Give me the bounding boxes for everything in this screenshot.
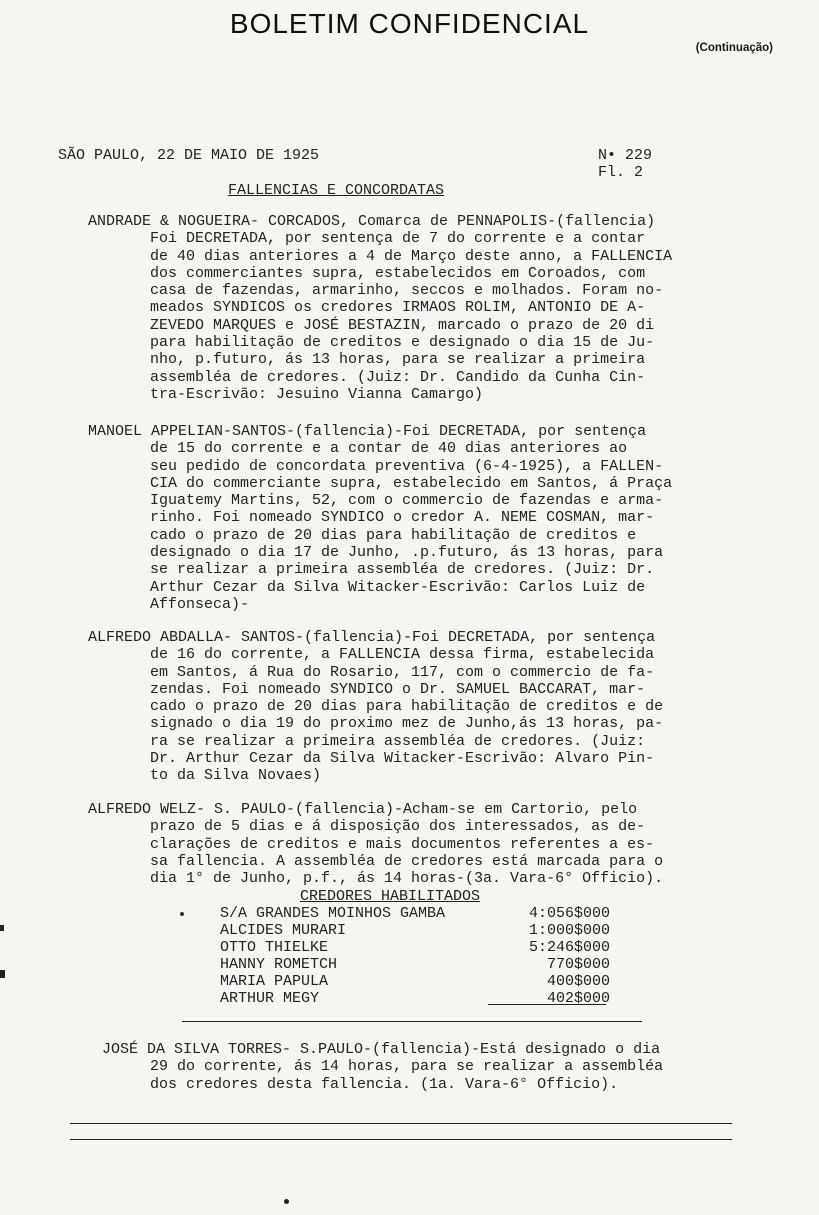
- footer-rule-bottom: [70, 1139, 732, 1140]
- entry-line: Arthur Cezar da Silva Witacker-Escrivão: Carlos Luiz de: [150, 578, 646, 596]
- entry-line: prazo de 5 dias e á disposição dos interessados, as de-: [150, 818, 646, 836]
- entry-line: Foi DECRETADA, por sentença de 7 do corrente e a contar: [150, 230, 646, 248]
- creditor-value: 1:000$000: [528, 922, 610, 939]
- footer-rule-top: [70, 1123, 732, 1124]
- entry-line: dia 1° de Junho, p.f., ás 14 horas-(3a. Vara-6° Officio).: [150, 870, 664, 888]
- entry-line: signado o dia 19 do proximo mez de Junho,ás 13 horas, pa-: [150, 715, 664, 733]
- entry-jose-da-silva-torres: [102, 1041, 752, 1093]
- entry-alfredo-abdalla: [88, 629, 738, 785]
- entry-line: tra-Escrivão: Jesuino Vianna Camargo): [150, 385, 484, 403]
- scan-mark: [284, 1199, 289, 1204]
- dateline: SÃO PAULO, 22 DE MAIO DE 1925: [58, 147, 320, 164]
- entry-line: ZEVEDO MARQUES e JOSÉ BESTAZIN, marcado o prazo de 20 di: [150, 316, 655, 334]
- creditor-name: ARTHUR MEGY: [220, 990, 320, 1007]
- masthead: [0, 8, 819, 40]
- entry-line: para habilitação de creditos e designado o dia 15 de Ju-: [150, 334, 655, 352]
- entry-line: se realizar a primeira assembléa de credores. (Juiz: Dr.: [150, 561, 655, 579]
- creditor-value: 402$000: [546, 990, 610, 1007]
- creditor-name: OTTO THIELKE: [220, 939, 329, 956]
- sheet-number: Fl. 2: [598, 164, 644, 181]
- entry-line: meados SYNDICOS os credores IRMAOS ROLIM, ANTONIO DE A-: [150, 299, 646, 317]
- scan-mark: [0, 925, 4, 931]
- entry-line: rinho. Foi nomeado SYNDICO o credor A. NEME COSMAN, mar-: [150, 509, 655, 527]
- entry-line: to da Silva Novaes): [150, 767, 322, 785]
- entry-line: de 16 do corrente, a FALLENCIA dessa firma, estabelecida: [150, 646, 655, 664]
- entry-line: ALFREDO ABDALLA- SANTOS-(fallencia)-Foi DECRETADA, por sentença: [88, 629, 656, 646]
- entry-andrade-nogueira: [88, 213, 738, 403]
- entry-line: zendas. Foi nomeado SYNDICO o Dr. SAMUEL BACCARAT, mar-: [150, 680, 646, 698]
- creditor-value: 5:246$000: [528, 939, 610, 956]
- entry-line: JOSÉ DA SILVA TORRES- S.PAULO-(fallencia)-Está designado o dia: [102, 1041, 661, 1058]
- entry-line: assembléa de credores. (Juiz: Dr. Candido da Cunha Cin-: [150, 368, 646, 386]
- entry-line: em Santos, á Rua do Rosario, 117, com o commercio de fa-: [150, 663, 655, 681]
- bullet-mark: [180, 912, 184, 916]
- entry-line: sa fallencia. A assembléa de credores está marcada para o: [150, 852, 664, 870]
- entry-line: seu pedido de concordata preventiva (6-4-1925), a FALLEN-: [150, 457, 664, 475]
- entry-line: Affonseca)-: [150, 595, 250, 613]
- creditor-name: HANNY ROMETCH: [220, 956, 338, 973]
- entry-line: Iguatemy Martins, 52, com o commercio de fazendas e arma-: [150, 492, 664, 510]
- entry-line: casa de fazendas, armarinho, seccos e molhados. Foram no-: [150, 282, 664, 300]
- entry-line: cado o prazo de 20 dias para habilitação de creditos e de: [150, 698, 664, 716]
- creditor-name: S/A GRANDES MOINHOS GAMBA: [220, 905, 446, 922]
- scan-mark: [0, 970, 5, 978]
- creditor-value: 770$000: [546, 956, 610, 973]
- entry-line: ANDRADE & NOGUEIRA- CORCADOS, Comarca de PENNAPOLIS-(fallencia): [88, 213, 656, 230]
- entry-line: clarações de creditos e mais documentos referentes a es-: [150, 835, 655, 853]
- entry-line: MANOEL APPELIAN-SANTOS-(fallencia)-Foi DECRETADA, por sentença: [88, 423, 647, 440]
- creditor-name: ALCIDES MURARI: [220, 922, 347, 939]
- issue-number-block: [598, 147, 652, 181]
- creditor-value: 4:056$000: [528, 905, 610, 922]
- creditor-value: 400$000: [546, 973, 610, 990]
- entry-line: dos commerciantes supra, estabelecidos em Coroados, com: [150, 264, 646, 282]
- entry-line: cado o prazo de 20 dias para habilitação de creditos e: [150, 526, 637, 544]
- entry-line: de 40 dias anteriores a 4 de Março deste anno, a FALLENCIA: [150, 247, 673, 265]
- separator-rule: [182, 1021, 642, 1022]
- entry-line: Dr. Arthur Cezar da Silva Witacker-Escrivão: Alvaro Pin-: [150, 750, 655, 768]
- issue-number: N• 229: [598, 147, 653, 164]
- entry-line: 29 do corrente, ás 14 horas, para se realizar a assembléa: [150, 1058, 664, 1076]
- entry-line: designado o dia 17 de Junho, .p.futuro, ás 13 horas, para: [150, 544, 664, 562]
- entry-manoel-appelian: [88, 423, 738, 613]
- entry-line: nho, p.futuro, ás 13 horas, para se realizar a primeira: [150, 351, 646, 369]
- entry-line: dos credores desta fallencia. (1a. Vara-6° Officio).: [150, 1075, 619, 1093]
- entry-alfredo-welz: [88, 801, 738, 887]
- continuation-note: (Continuação): [695, 42, 773, 54]
- creditors-table: [220, 888, 620, 1018]
- entry-line: ra se realizar a primeira assembléa de credores. (Juiz:: [150, 732, 646, 750]
- entry-line: ALFREDO WELZ- S. PAULO-(fallencia)-Acham-se em Cartorio, pelo: [88, 801, 638, 818]
- total-underline: [488, 1004, 606, 1005]
- entry-line: de 15 do corrente e a contar de 40 dias anteriores ao: [150, 440, 628, 458]
- creditor-name: MARIA PAPULA: [220, 973, 329, 990]
- entry-line: CIA do commerciante supra, estabelecido em Santos, á Praça: [150, 474, 673, 492]
- masthead-title: BOLETIM CONFIDENCIAL: [229, 8, 590, 39]
- section-title: FALLENCIAS E CONCORDATAS: [228, 182, 445, 199]
- creditors-title: CREDORES HABILITADOS: [300, 888, 481, 905]
